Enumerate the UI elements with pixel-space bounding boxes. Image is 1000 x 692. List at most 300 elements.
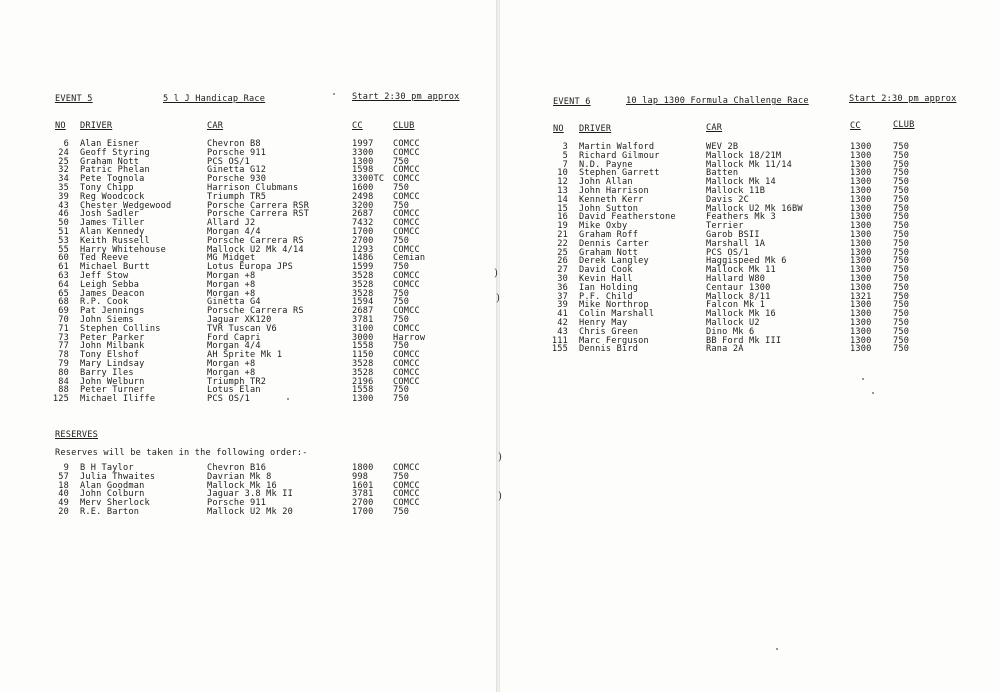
entry-cc: 2196 xyxy=(352,376,374,387)
entry-number: 43 xyxy=(58,200,69,211)
entry-cc: 1300 xyxy=(850,309,872,320)
entry-number: 3 xyxy=(562,142,568,152)
entry-number: 14 xyxy=(557,194,568,205)
entry-cc: 1300 xyxy=(850,344,872,355)
entry-club: 750 xyxy=(893,300,910,311)
entry-club: COMCC xyxy=(393,174,420,185)
entry-club: 750 xyxy=(393,297,410,308)
entry-driver: Barry Iles xyxy=(80,367,134,378)
entry-number: 15 xyxy=(557,203,568,214)
entry-number: 41 xyxy=(557,309,568,320)
entry-club: COMCC xyxy=(393,147,420,158)
entry-car: Mallock U2 xyxy=(706,318,760,328)
entry-car: Morgan 4/4 xyxy=(207,227,261,237)
entry-club: COMCC xyxy=(393,480,420,491)
entry-row xyxy=(500,240,1000,249)
entry-car: Morgan +8 xyxy=(207,279,256,290)
entry-cc: 1800 xyxy=(352,463,374,473)
entry-driver: Chester Wedgewood xyxy=(80,200,172,211)
event6-race-title: 10 lap 1300 Formula Challenge Race xyxy=(626,96,809,106)
entry-number: 49 xyxy=(58,498,69,509)
entry-car: MG Midget xyxy=(207,253,256,264)
entry-driver: Dennis Bird xyxy=(579,344,639,355)
entry-cc: 2687 xyxy=(352,306,374,317)
entry-cc: 1300 xyxy=(352,156,374,167)
entry-number: 30 xyxy=(557,274,568,284)
entry-club: 750 xyxy=(393,262,410,273)
entry-driver: Kevin Hall xyxy=(579,274,633,284)
entry-car: Davrian Mk 8 xyxy=(207,471,272,482)
entry-driver: N.D. Payne xyxy=(579,159,633,170)
event6-header-driver: DRIVER xyxy=(579,124,612,134)
entry-club: COMCC xyxy=(393,489,420,500)
entry-driver: R.E. Barton xyxy=(80,507,140,517)
event5-header-no: NO xyxy=(55,121,66,131)
entry-driver: Peter Parker xyxy=(80,332,145,343)
entry-number: 7 xyxy=(562,159,568,170)
entry-cc: 1558 xyxy=(352,385,374,396)
entry-car: Lotus Elan xyxy=(207,385,261,396)
entry-club: 750 xyxy=(393,156,410,167)
entry-cc: 1321 xyxy=(850,291,872,302)
entry-club: 750 xyxy=(893,168,910,179)
entry-car: Rana 2A xyxy=(706,344,744,355)
entry-car: Marshall 1A xyxy=(706,238,766,249)
entry-driver: Tony Elshof xyxy=(80,350,140,361)
entry-cc: 3528 xyxy=(352,367,374,378)
entry-club: 750 xyxy=(893,326,910,337)
entry-car: Mallock Mk 11 xyxy=(706,265,776,276)
entry-number: 77 xyxy=(58,341,69,352)
entry-number: 51 xyxy=(58,227,69,237)
entry-driver: B H Taylor xyxy=(80,463,134,473)
speck-mark xyxy=(776,648,778,650)
entry-number: 5 xyxy=(562,150,568,161)
entry-cc: 1300 xyxy=(850,238,872,249)
entry-club: COMCC xyxy=(393,244,420,255)
entry-number: 12 xyxy=(557,177,568,188)
entry-car: Davis 2C xyxy=(706,194,749,205)
entry-club: 750 xyxy=(393,385,410,396)
entry-driver: P.F. Child xyxy=(579,291,633,302)
entry-club: 750 xyxy=(393,200,410,211)
entry-car: Jaguar XK120 xyxy=(207,315,272,325)
entry-club: 750 xyxy=(893,344,910,355)
entry-car: Mallock 18/21M xyxy=(706,150,782,161)
entry-cc: 1594 xyxy=(352,297,374,308)
entry-club: COMCC xyxy=(393,306,420,317)
entry-car: Morgan +8 xyxy=(207,271,256,281)
entry-driver: Kenneth Kerr xyxy=(579,194,644,205)
entry-number: 50 xyxy=(58,218,69,229)
entry-club: 750 xyxy=(893,318,910,328)
entry-driver: James Tiller xyxy=(80,218,145,229)
entry-driver: Mike Oxby xyxy=(579,221,628,232)
entry-cc: 1300 xyxy=(850,256,872,267)
entry-number: 37 xyxy=(557,291,568,302)
entry-driver: Martin Walford xyxy=(579,142,655,152)
entry-club: COMCC xyxy=(393,463,420,473)
entry-club: 750 xyxy=(893,221,910,232)
entry-number: 32 xyxy=(58,165,69,176)
entry-driver: David Cook xyxy=(579,265,633,276)
entry-club: 750 xyxy=(393,235,410,246)
entry-car: Mallock 8/11 xyxy=(706,291,771,302)
entry-cc: 1997 xyxy=(352,139,374,149)
entry-driver: Keith Russell xyxy=(80,235,150,246)
entry-car: Mallock 11B xyxy=(706,186,766,196)
entry-club: COMCC xyxy=(393,359,420,369)
entry-car: Harrison Clubmans xyxy=(207,183,299,193)
entry-number: 27 xyxy=(557,265,568,276)
entry-car: WEV 2B xyxy=(706,142,739,152)
entry-car: Mallock U2 Mk 4/14 xyxy=(207,244,304,255)
entry-club: COMCC xyxy=(393,271,420,281)
entry-cc: 1486 xyxy=(352,253,374,264)
entry-cc: 3300 xyxy=(352,147,374,158)
entry-car: Porsche Carrera RS xyxy=(207,235,304,246)
reserves-title: RESERVES xyxy=(55,430,98,440)
entry-driver: Henry May xyxy=(579,318,628,328)
entry-driver: Michael Iliffe xyxy=(80,394,156,405)
entry-club: COMCC xyxy=(393,376,420,387)
entry-car: Allard J2 xyxy=(207,218,256,229)
entry-club: COMCC xyxy=(393,367,420,378)
entry-driver: Colin Marshall xyxy=(579,309,655,320)
entry-cc: 1300 xyxy=(850,186,872,196)
entry-number: 63 xyxy=(58,271,69,281)
entry-row xyxy=(0,508,497,517)
entry-cc: 3200 xyxy=(352,200,374,211)
event5-header-car: CAR xyxy=(207,121,224,131)
entry-club: COMCC xyxy=(393,350,420,361)
entry-number: 18 xyxy=(58,480,69,491)
entry-driver: Ian Holding xyxy=(579,282,639,293)
entry-cc: 2498 xyxy=(352,191,374,202)
entry-driver: John Sutton xyxy=(579,203,639,214)
entry-number: 35 xyxy=(58,183,69,193)
entry-club: 750 xyxy=(393,183,410,193)
entry-row xyxy=(500,337,1000,346)
entry-driver: Richard Gilmour xyxy=(579,150,660,161)
entry-car: Porsche Carrera RSR xyxy=(207,200,310,211)
entry-row xyxy=(500,213,1000,222)
entry-number: 22 xyxy=(557,238,568,249)
entry-cc: 1600 xyxy=(352,183,374,193)
entry-number: 21 xyxy=(557,230,568,240)
entry-club: 750 xyxy=(893,150,910,161)
speck-mark xyxy=(862,378,864,380)
entry-cc: 1300 xyxy=(850,159,872,170)
entry-driver: Leigh Sebba xyxy=(80,279,140,290)
entry-number: 57 xyxy=(58,471,69,482)
entry-car: Jaguar 3.8 Mk II xyxy=(207,489,293,500)
entry-driver: Derek Langley xyxy=(579,256,649,267)
entry-car: BB Ford Mk III xyxy=(706,335,782,346)
entry-cc: 1700 xyxy=(352,227,374,237)
entry-cc: 1300 xyxy=(850,230,872,240)
entry-car: PCS OS/1 xyxy=(207,394,250,405)
entry-club: 750 xyxy=(393,315,410,325)
entry-driver: James Deacon xyxy=(80,288,145,299)
entry-driver: John Colburn xyxy=(80,489,145,500)
entry-cc: 1598 xyxy=(352,165,374,176)
entry-number: 61 xyxy=(58,262,69,273)
left-page xyxy=(0,0,497,692)
entry-number: 69 xyxy=(58,306,69,317)
entry-car: Ford Capri xyxy=(207,332,261,343)
entry-number: 40 xyxy=(58,489,69,500)
entry-car: Ginetta G4 xyxy=(207,297,261,308)
entry-club: 750 xyxy=(893,238,910,249)
entry-club: 750 xyxy=(893,203,910,214)
entry-driver: Jeff Stow xyxy=(80,271,129,281)
entry-cc: 3781 xyxy=(352,315,374,325)
entry-driver: Alan Goodman xyxy=(80,480,145,491)
entry-cc: 1300 xyxy=(850,142,872,152)
entry-driver: Peter Turner xyxy=(80,385,145,396)
speck-mark xyxy=(287,398,289,400)
entry-cc: 1300 xyxy=(850,203,872,214)
entry-number: 68 xyxy=(58,297,69,308)
entry-car: Dino Mk 6 xyxy=(706,326,755,337)
entry-driver: Graham Nott xyxy=(579,247,639,258)
entry-car: Porsche Carrera RS xyxy=(207,306,304,317)
entry-cc: 1293 xyxy=(352,244,374,255)
entry-car: Morgan 4/4 xyxy=(207,341,261,352)
entry-row xyxy=(500,345,1000,354)
entry-number: 64 xyxy=(58,279,69,290)
entry-cc: 2687 xyxy=(352,209,374,220)
entry-number: 60 xyxy=(58,253,69,264)
entry-cc: 7432 xyxy=(352,218,374,229)
entry-cc: 1601 xyxy=(352,480,374,491)
entry-car: PCS OS/1 xyxy=(207,156,250,167)
entry-number: 16 xyxy=(557,212,568,223)
speck-mark xyxy=(333,93,335,95)
entry-cc: 1300 xyxy=(850,274,872,284)
entry-cc: 1300 xyxy=(850,212,872,223)
binding-mark: ) xyxy=(496,293,500,304)
entry-car: Morgan +8 xyxy=(207,367,256,378)
speck-mark xyxy=(872,392,874,394)
entry-driver: Julia Thwaites xyxy=(80,471,156,482)
entry-cc: 1300 xyxy=(850,326,872,337)
entry-club: 750 xyxy=(893,186,910,196)
entry-club: COMCC xyxy=(393,498,420,509)
entry-club: 750 xyxy=(893,282,910,293)
event6-header-car: CAR xyxy=(706,123,723,133)
entry-car: Mallock Mk 14 xyxy=(706,177,776,188)
entry-number: 53 xyxy=(58,235,69,246)
entry-car: Triumph TR2 xyxy=(207,376,267,387)
entry-car: Porsche Carrera RST xyxy=(207,209,310,220)
event5-header-driver: DRIVER xyxy=(80,121,113,131)
entry-cc: 3300TC xyxy=(352,174,385,185)
entry-car: Haggispeed Mk 6 xyxy=(706,256,787,267)
entry-number: 19 xyxy=(557,221,568,232)
entry-cc: 1300 xyxy=(850,150,872,161)
entry-driver: Alan Eisner xyxy=(80,139,140,149)
entry-club: COMCC xyxy=(393,279,420,290)
entry-number: 78 xyxy=(58,350,69,361)
entry-number: 39 xyxy=(58,191,69,202)
event6-header-cc: CC xyxy=(850,121,861,131)
entry-driver: Mary Lindsay xyxy=(80,359,145,369)
entry-club: COMCC xyxy=(393,165,420,176)
entry-number: 80 xyxy=(58,367,69,378)
entry-cc: 1300 xyxy=(850,265,872,276)
entry-cc: 998 xyxy=(352,471,369,482)
entry-number: 6 xyxy=(63,139,69,149)
entry-number: 42 xyxy=(557,318,568,328)
reserves-note: Reserves will be taken in the following order:- xyxy=(55,448,308,458)
entry-cc: 3528 xyxy=(352,279,374,290)
entry-cc: 1300 xyxy=(850,318,872,328)
entry-car: Mallock Mk 16 xyxy=(706,309,776,320)
entry-club: 750 xyxy=(893,194,910,205)
entry-cc: 1150 xyxy=(352,350,374,361)
entry-driver: David Featherstone xyxy=(579,212,676,223)
entry-car: Feathers Mk 3 xyxy=(706,212,776,223)
entry-driver: Chris Green xyxy=(579,326,639,337)
entry-club: 750 xyxy=(393,341,410,352)
entry-number: 25 xyxy=(557,247,568,258)
entry-number: 79 xyxy=(58,359,69,369)
entry-number: 111 xyxy=(551,335,568,346)
entry-car: Mallock Mk 11/14 xyxy=(706,159,792,170)
entry-car: Porsche 911 xyxy=(207,147,267,158)
entry-number: 46 xyxy=(58,209,69,220)
entry-driver: Graham Roff xyxy=(579,230,639,240)
entry-number: 155 xyxy=(551,344,568,355)
entry-driver: Tony Chipp xyxy=(80,183,134,193)
entry-club: COMCC xyxy=(393,139,420,149)
entry-driver: Stephen Collins xyxy=(80,323,161,334)
entry-cc: 3100 xyxy=(352,323,374,334)
entry-driver: Michael Burtt xyxy=(80,262,150,273)
entry-driver: John Allan xyxy=(579,177,633,188)
entry-number: 34 xyxy=(58,174,69,185)
entry-driver: Reg Woodcock xyxy=(80,191,145,202)
entry-car: TVR Tuscan V6 xyxy=(207,323,277,334)
entry-car: Morgan +8 xyxy=(207,288,256,299)
entry-driver: Pete Tognola xyxy=(80,174,145,185)
entry-cc: 1300 xyxy=(850,335,872,346)
entry-number: 55 xyxy=(58,244,69,255)
entry-car: Mallock Mk 16 xyxy=(207,480,277,491)
entry-driver: Merv Sherlock xyxy=(80,498,150,509)
entry-driver: John Harrison xyxy=(579,186,649,196)
entry-number: 26 xyxy=(557,256,568,267)
entry-club: COMCC xyxy=(393,218,420,229)
entry-club: 750 xyxy=(893,159,910,170)
entry-number: 43 xyxy=(557,326,568,337)
entry-club: COMCC xyxy=(393,227,420,237)
event5-race-title: 5 l J Handicap Race xyxy=(163,94,266,104)
entry-number: 70 xyxy=(58,315,69,325)
event5-label: EVENT 5 xyxy=(55,94,93,104)
entry-club: COMCC xyxy=(393,209,420,220)
entry-car: Centaur 1300 xyxy=(706,282,771,293)
entry-number: 24 xyxy=(58,147,69,158)
entry-club: 750 xyxy=(393,288,410,299)
entry-club: 750 xyxy=(893,291,910,302)
entry-driver: John Milbank xyxy=(80,341,145,352)
entry-number: 39 xyxy=(557,300,568,311)
entry-car: Batten xyxy=(706,168,739,179)
entry-car: Mallock U2 Mk 16BW xyxy=(706,203,803,214)
event6-start-time: Start 2:30 pm approx xyxy=(849,94,957,104)
entry-cc: 1300 xyxy=(850,247,872,258)
entry-cc: 1300 xyxy=(850,177,872,188)
entry-car: Porsche 930 xyxy=(207,174,267,185)
entry-club: 750 xyxy=(893,212,910,223)
entry-cc: 3528 xyxy=(352,288,374,299)
binding-mark: ) xyxy=(498,491,502,502)
entry-club: COMCC xyxy=(393,323,420,334)
entry-driver: R.P. Cook xyxy=(80,297,129,308)
entry-driver: Pat Jennings xyxy=(80,306,145,317)
entry-number: 10 xyxy=(557,168,568,179)
entry-car: Falcon Mk 1 xyxy=(706,300,766,311)
entry-driver: Alan Kennedy xyxy=(80,227,145,237)
entry-number: 65 xyxy=(58,288,69,299)
entry-club: COMCC xyxy=(393,191,420,202)
entry-driver: John Welburn xyxy=(80,376,145,387)
binding-mark: ) xyxy=(498,452,502,463)
entry-driver: Mike Northrop xyxy=(579,300,649,311)
entry-cc: 1300 xyxy=(850,282,872,293)
entry-car: Morgan +8 xyxy=(207,359,256,369)
entry-cc: 1300 xyxy=(850,194,872,205)
entry-club: Harrow xyxy=(393,332,426,343)
entry-number: 20 xyxy=(58,507,69,517)
entry-number: 88 xyxy=(58,385,69,396)
entry-row xyxy=(500,187,1000,196)
entry-car: Hallard W80 xyxy=(706,274,766,284)
entry-driver: Ted Reeve xyxy=(80,253,129,264)
entry-number: 36 xyxy=(557,282,568,293)
entry-car: Terrier xyxy=(706,221,744,232)
entry-club: 750 xyxy=(893,256,910,267)
entry-number: 73 xyxy=(58,332,69,343)
entry-number: 71 xyxy=(58,323,69,334)
entry-cc: 1300 xyxy=(850,168,872,179)
entry-cc: 2700 xyxy=(352,498,374,509)
entry-club: Cemian xyxy=(393,253,426,264)
event5-start-time: Start 2:30 pm approx xyxy=(352,92,460,102)
entry-club: 750 xyxy=(893,230,910,240)
entry-cc: 2700 xyxy=(352,235,374,246)
entry-club: 750 xyxy=(393,394,410,405)
entry-car: Lotus Europa JPS xyxy=(207,262,293,273)
right-page xyxy=(494,0,1000,692)
entry-car: Chevron B16 xyxy=(207,463,267,473)
entry-row xyxy=(0,395,497,404)
entry-car: Garob BSII xyxy=(706,230,760,240)
entry-club: 750 xyxy=(893,274,910,284)
entry-number: 25 xyxy=(58,156,69,167)
entry-club: 750 xyxy=(893,309,910,320)
event5-header-cc: CC xyxy=(352,121,363,131)
entry-cc: 1300 xyxy=(850,300,872,311)
entry-driver: Patric Phelan xyxy=(80,165,150,176)
entry-driver: John Siems xyxy=(80,315,134,325)
entry-car: Chevron B8 xyxy=(207,139,261,149)
entry-driver: Marc Ferguson xyxy=(579,335,649,346)
entry-row xyxy=(500,161,1000,170)
